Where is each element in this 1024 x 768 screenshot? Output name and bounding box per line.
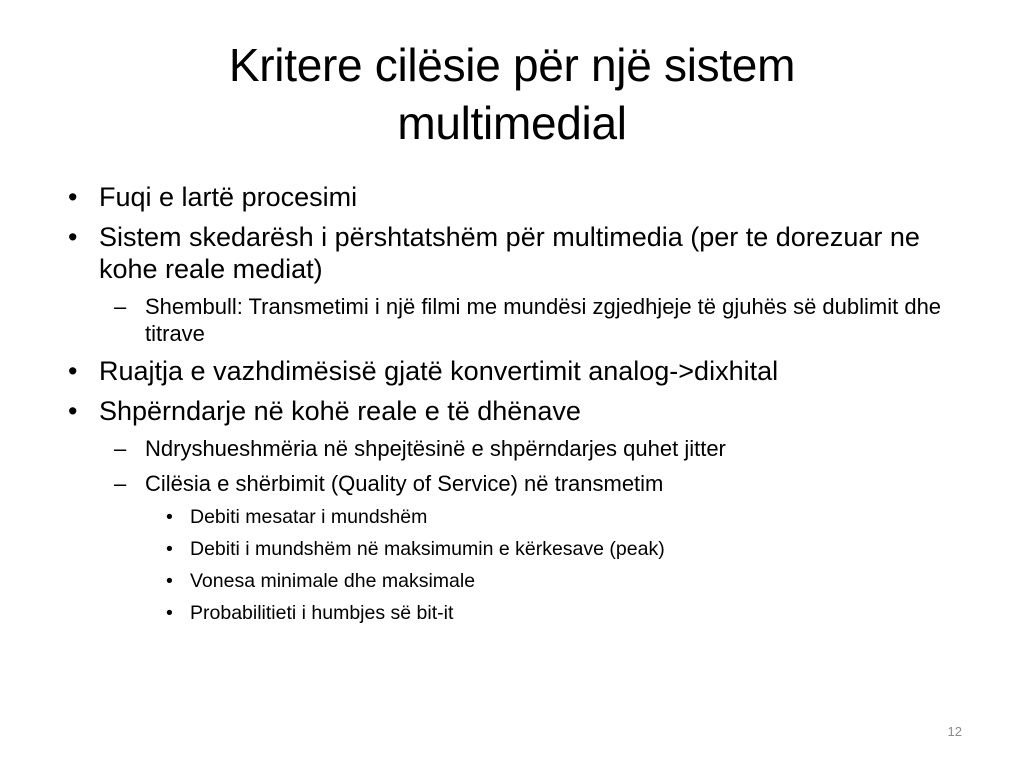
bullet-dot-icon: • bbox=[166, 570, 173, 592]
bullet-text: Shpërndarje në kohë reale e të dhënave bbox=[99, 396, 581, 426]
sub-bullet-text: Shembull: Transmetimi i një filmi me mundësi zgjedhjeje të gjuhës së dublimit dhe titrave bbox=[145, 294, 942, 346]
bullet-item-4 bbox=[62, 395, 962, 427]
dash-bullet-icon: – bbox=[114, 294, 127, 319]
bullet-dot-icon: • bbox=[166, 602, 173, 624]
dash-bullet-icon: – bbox=[114, 436, 127, 461]
bullet-text: Fuqi e lartë procesimi bbox=[99, 182, 358, 212]
sub-sub-bullet-item-1 bbox=[62, 505, 962, 529]
bullet-dot-icon: • bbox=[68, 222, 78, 252]
slide-title-line-1: Kritere cilësie për një sistem bbox=[228, 39, 796, 91]
bullet-dot-icon: • bbox=[68, 182, 78, 212]
slide-title bbox=[80, 36, 944, 152]
dash-bullet-icon: – bbox=[114, 471, 127, 496]
page-number: 12 bbox=[947, 724, 962, 739]
sub-sub-bullet-text: Debiti mesatar i mundshëm bbox=[190, 506, 428, 528]
bullet-text: Sistem skedarësh i përshtatshëm për multimedia (per te dorezuar ne kohe reale mediat) bbox=[99, 222, 920, 284]
sub-bullet-item-3 bbox=[62, 470, 962, 497]
bullet-dot-icon: • bbox=[68, 396, 78, 426]
bullet-dot-icon: • bbox=[166, 538, 173, 560]
sub-bullet-item-2 bbox=[62, 435, 962, 462]
sub-bullet-text: Cilësia e shërbimit (Quality of Service) në transmetim bbox=[145, 471, 664, 496]
slide-title-line-2: multimedial bbox=[397, 97, 627, 149]
bullet-dot-icon: • bbox=[68, 356, 78, 386]
slide-content bbox=[62, 181, 962, 633]
sub-sub-bullet-item-2 bbox=[62, 537, 962, 561]
bullet-text: Ruajtja e vazhdimësisë gjatë konvertimit analog->dixhital bbox=[99, 356, 779, 386]
sub-sub-bullet-text: Vonesa minimale dhe maksimale bbox=[190, 570, 476, 592]
sub-sub-bullet-item-3 bbox=[62, 569, 962, 593]
sub-sub-bullet-text: Probabilitieti i humbjes së bit-it bbox=[190, 602, 454, 624]
sub-bullet-item-1 bbox=[62, 293, 962, 347]
bullet-dot-icon: • bbox=[166, 506, 173, 528]
sub-bullet-text: Ndryshueshmëria në shpejtësinë e shpërndarjes quhet jitter bbox=[145, 436, 726, 461]
bullet-item-3 bbox=[62, 355, 962, 387]
sub-sub-bullet-text: Debiti i mundshëm në maksimumin e kërkesave (peak) bbox=[190, 538, 665, 560]
bullet-item-1 bbox=[62, 181, 962, 213]
sub-sub-bullet-item-4 bbox=[62, 601, 962, 625]
bullet-item-2 bbox=[62, 221, 962, 285]
